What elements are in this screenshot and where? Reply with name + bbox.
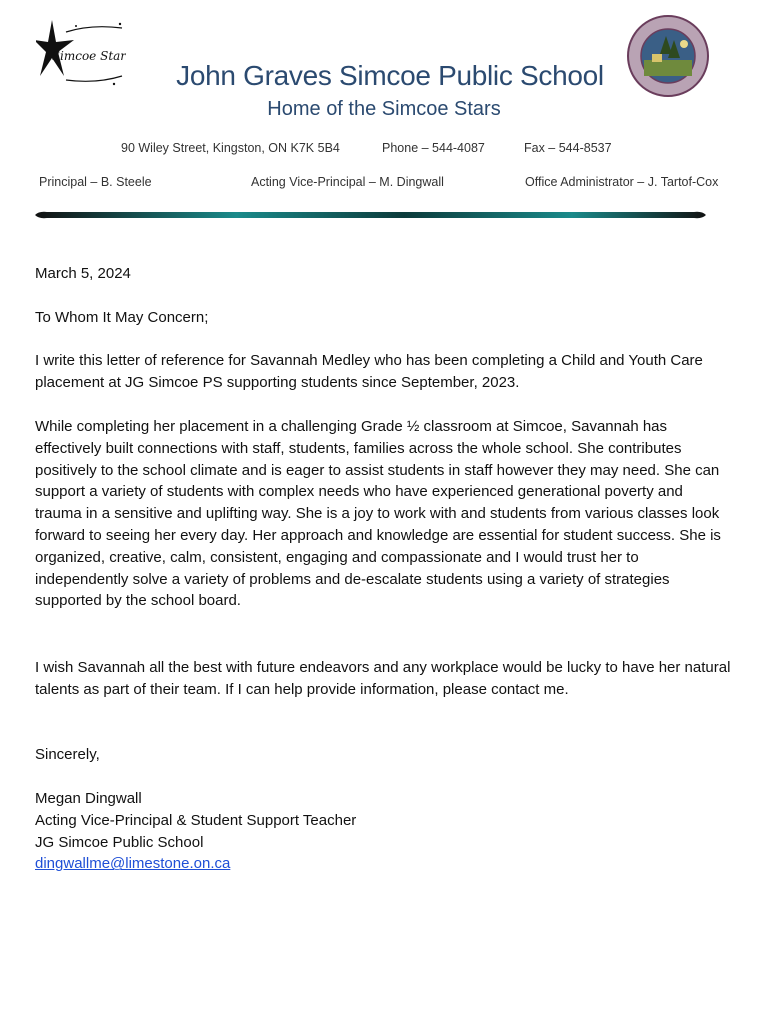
letter-paragraph-1: I write this letter of reference for Savannah Medley who has been completing a Child and Youth Care placement at JG Simcoe PS supporting students since September, 2023. <box>35 352 703 391</box>
signer-name: Megan Dingwall <box>35 790 142 807</box>
school-name: John Graves Simcoe Public School <box>176 60 604 91</box>
school-address: 90 Wiley Street, Kingston, ON K7K 5B4 <box>121 141 340 155</box>
signer-email-link[interactable]: dingwallme@limestone.on.ca <box>35 855 231 873</box>
school-phone: Phone – 544-4087 <box>382 141 485 155</box>
office-admin-name: Office Administrator – J. Tartof-Cox <box>525 175 719 189</box>
school-tagline: Home of the Simcoe Stars <box>267 98 501 120</box>
letter-paragraph-3: I wish Savannah all the best with future endeavors and any workplace would be lucky to have her natural talents as part of their team. If I can help provide information, please contact me. <box>35 659 731 698</box>
letter-paragraph-2: While completing her placement in a challenging Grade ½ classroom at Simcoe, Savannah has effectively built connections with staff, students, families across the whole school. She contributes positively to the school climate and is eager to assist students in staff however they may need. She can support a variety of students with complex needs who have experienced generational poverty and trauma in a sensitive and uplifting way. She is a joy to work with and students from various classes look forward to seeing her every day. Her approach and knowledge are essential for student success. She is organized, creative, calm, consistent, engaging and compassionate and I would trust her to independently solve a variety of problems and de-escalate students using a variety of strategies supported by the school board. <box>35 418 721 610</box>
letter-closing: Sincerely, <box>35 746 100 763</box>
logo-left-text: Simcoe Stars <box>51 49 126 63</box>
signature-block <box>35 788 731 875</box>
vice-principal-name: Acting Vice-Principal – M. Dingwall <box>251 175 444 189</box>
signer-school: JG Simcoe Public School <box>35 833 204 851</box>
principal-name: Principal – B. Steele <box>39 175 152 189</box>
signer-title: Acting Vice-Principal & Student Support Teacher <box>35 811 357 829</box>
letter-date: March 5, 2024 <box>35 265 131 282</box>
school-fax: Fax – 544-8537 <box>524 141 612 155</box>
letter-greeting: To Whom It May Concern; <box>35 309 209 326</box>
header-divider <box>35 207 706 217</box>
